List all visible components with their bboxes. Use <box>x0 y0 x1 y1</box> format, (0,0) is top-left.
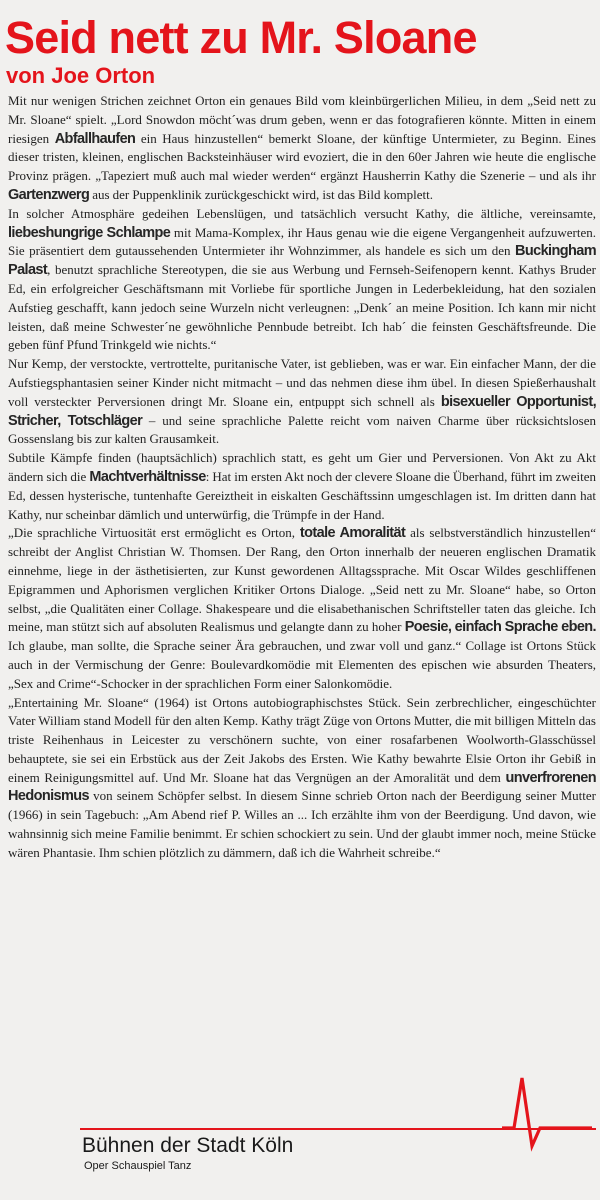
text-run: „Die sprachliche Virtuosität erst ermöglicht es Orton, <box>8 525 300 541</box>
text-run: ein Haus hinzustellen“ bemerkt Sloane, der künftige Untermieter, zu Beginn. Eines dieser tristen, kleinen, englischen Backsteinhäuser wird evoziert, die in den 60er Jahren wie heute die englische Provinz prägen. „Tapeziert muß auch mal wieder werden“ ergänzt Hausherrin Kathy die Szenerie – und als ihr <box>8 130 596 184</box>
paragraph <box>8 355 596 449</box>
highlighted-phrase: Abfallhaufen <box>54 130 136 147</box>
text-run: , benutzt sprachliche Stereotypen, die sie aus Werbung und Fernseh-Seifenopern kennt. Kathys Bruder Ed, ein erfolgreicher Geschäftsmann mit Vorliebe für sportliche Jungen in Lederbekleidung, hat den sozialen Aufstieg geschafft, kann jedoch seine Wurzeln nicht verleugnen: „Denk´ an meine Position. Ich kann mir nicht leisten, daß meine Schwester´ne gewöhnliche Pennbude betreibt. Ich hab´ die feinsten Geschäftsfreunde. Die geben fünf Pfund Trinkgeld wie nichts.“ <box>8 262 596 353</box>
paragraph <box>8 205 596 355</box>
highlighted-phrase: totale Amoralität <box>299 525 406 542</box>
author-line: von Joe Orton <box>6 63 156 88</box>
highlighted-phrase: Poesie, einfach Sprache eben. <box>404 619 596 636</box>
text-run: Mit nur wenigen Strichen zeichnet Orton ein genaues Bild vom kleinbürgerlichen Milieu, in dem „Seid nett zu Mr. Sloane“ spielt. „Lord Snowdon möcht´was drum geben, wenn er das fotografieren könnte. Mitten in einem riesigen <box>8 93 596 146</box>
body-text <box>8 92 596 863</box>
text-run: „Entertaining Mr. Sloane“ (1964) ist Ortons autobiographischstes Stück. Sein zerbrechlicher, eingeschüchter Vater William stand Modell für den alten Kemp. Kathy trägt Züge von Ortons Mutter, die mit billigen Mitteln das triste Reihenhaus in Leicester zu verschönern suchte, von einer rosafarbenen Woolworth-Glasschüssel behauptete, sie sei ein Erbstück aus der Zeit Jakobs des Ersten. Wie Kathy bewahrte Elsie Orton ihr Gebiß in einem Reinigungsmittel auf. Und Mr. Sloane hat das Vergnügen an der Amoralität und dem <box>8 694 596 785</box>
text-run: – und seine sprachliche Palette reicht vom naiven Charme über rücksichtslosen Gossenslang bis zur kalten Grausamkeit. <box>8 412 596 447</box>
page-title: Seid nett zu Mr. Sloane <box>5 12 477 63</box>
organization-name: Bühnen der Stadt Köln <box>82 1134 294 1157</box>
text-run: : Hat im ersten Akt noch der clevere Sloane die Überhand, führt im zweiten Ed, dessen hysterische, tuntenhafte Gereiztheit in eiskalten Geschäftssinn umgeschlagen ist. Im dritten dann hat Kathy, nur scheinbar dämlich und unterwürfig, die Trümpfe in der Hand. <box>8 468 596 522</box>
text-run: aus der Puppenklinik zurückgeschickt wird, ist das Bild komplett. <box>89 186 433 202</box>
highlighted-phrase: bisexueller Opportunist, Stricher, Totschläger <box>8 393 596 429</box>
paragraph <box>8 92 596 205</box>
footer-rule <box>80 1128 596 1130</box>
highlighted-phrase: Gartenzwerg <box>8 186 90 203</box>
paragraph <box>8 449 596 524</box>
highlighted-phrase: Machtverhältnisse <box>89 468 206 485</box>
text-run: als selbstverständlich hinzustellen“ schreibt der Anglist Christian W. Thomsen. Der Rang, den Orton innerhalb der neueren englischen Dramatik einnehme, liege in der ästhetisierten, zur Kunst gewordenen Alltagssprache. Mit Oscar Wildes geschliffenen Epigrammen und Aphorismen verglichen Kritiker Ortons Dialoge. „Seid nett zu Mr. Sloane“ habe, so Orton selbst, „die Qualitäten einer Collage. Shakespeare und die elisabethanischen Schriftsteller taten das gleiche. Ich meine, man stützt sich auf absoluten Realismus und gelangte dann zu hoher <box>8 525 596 635</box>
text-run: von seinem Schöpfer selbst. In diesem Sinne schrieb Orton nach der Beerdigung seiner Mutter (1966) in sein Tagebuch: „Am Abend rief P. Willes an ... Ich erzählte ihm von der Beerdigung. Und davon, wie wahnsinnig sich meine Familie benimmt. Er schien schockiert zu sein. Und der glaubt immer noch, meine Stücke wären Phantasie. Ihm schien plötzlich zu dämmern, daß ich die Wahrheit schreibe.“ <box>8 788 596 860</box>
text-run: Nur Kemp, der verstockte, vertrottelte, puritanische Vater, ist geblieben, was er war. Ein einfacher Mann, der die Aufstiegsphantasien seiner Kinder nicht mitmacht – und das nehmen diese ihm übel. In diesen Spießerhaushalt voll versteckter Perversionen dringt Mr. Sloane ein, entpuppt sich schnell als <box>8 356 596 409</box>
highlighted-phrase: unverfrorenen Hedonismus <box>8 769 596 805</box>
highlighted-phrase: Buckingham Palast <box>8 243 596 279</box>
text-run: In solcher Atmosphäre gedeihen Lebenslügen, und tatsächlich versucht Kathy, die ältliche, vereinsamte, <box>8 205 596 221</box>
paragraph <box>8 524 596 693</box>
highlighted-phrase: liebeshungrige Schlampe <box>8 224 171 241</box>
text-run: mit Mama-Komplex, ihr Haus genau wie die eigene Vergangenheit aufzuwerten. Sie präsentiert dem gutaussehenden Untermieter ihr Wohnzimmer, als handele es sich um den <box>8 224 596 259</box>
text-run: Ich glaube, man sollte, die Sprache seiner Ära gebrauchen, und zwar voll und ganz.“ Collage ist Ortons Stück auch in der Vermischung der Genre: Boulevardkomödie mit Elementen des epischen wie absurden Theaters, „Sex and Crime“-Schocker in der sprachlichen Form einer Salonkomödie. <box>8 638 596 691</box>
text-run: Subtile Kämpfe finden (hauptsächlich) sprachlich statt, es geht um Gier und Perversionen. Von Akt zu Akt ändern sich die <box>8 450 596 484</box>
paragraph <box>8 694 596 863</box>
red-spike-line-logo-icon <box>502 1064 592 1154</box>
organization-divisions: Oper Schauspiel Tanz <box>84 1160 192 1172</box>
